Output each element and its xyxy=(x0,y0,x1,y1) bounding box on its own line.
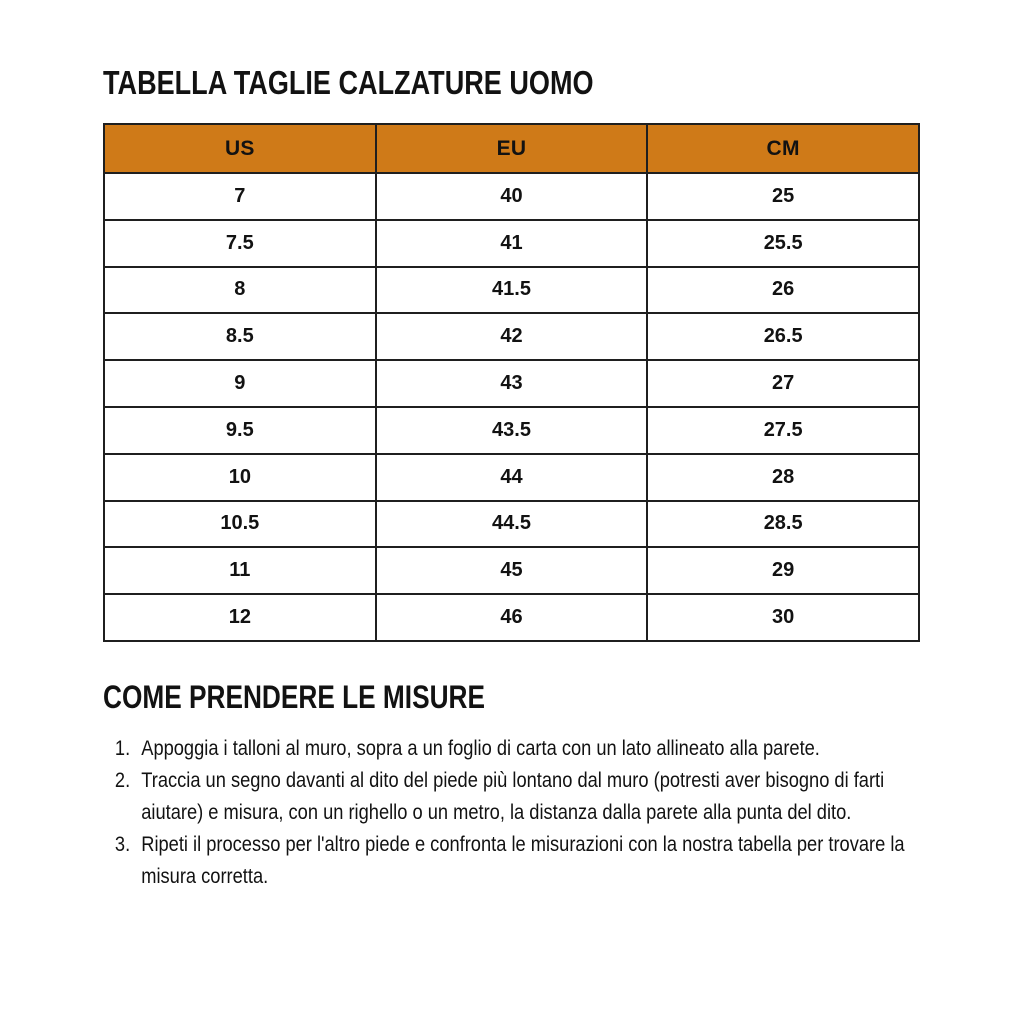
instruction-item xyxy=(103,828,919,892)
size-cell: 28.5 xyxy=(647,501,919,548)
table-row xyxy=(104,454,919,501)
instruction-text: Traccia un segno davanti al dito del piede più lontano dal muro (potresti aver bisogno di farti aiutare) e misura, con un righello o un metro, la distanza dalla parete alla punta del dito. xyxy=(141,767,885,824)
size-table xyxy=(103,123,920,642)
size-cell: 44 xyxy=(376,454,648,501)
table-row xyxy=(104,547,919,594)
instructions-title: COME PRENDERE LE MISURE xyxy=(103,678,485,715)
size-table-header-row xyxy=(104,124,919,173)
table-row xyxy=(104,267,919,314)
size-cell: 10.5 xyxy=(104,501,376,548)
size-cell: 28 xyxy=(647,454,919,501)
size-cell: 41 xyxy=(376,220,648,267)
table-row xyxy=(104,313,919,360)
instructions-list xyxy=(103,732,919,892)
table-row xyxy=(104,220,919,267)
size-cell: 41.5 xyxy=(376,267,648,314)
size-table-body xyxy=(104,173,919,641)
column-header-us: US xyxy=(104,124,376,173)
size-cell: 25.5 xyxy=(647,220,919,267)
size-cell: 26 xyxy=(647,267,919,314)
size-cell: 46 xyxy=(376,594,648,641)
size-cell: 44.5 xyxy=(376,501,648,548)
table-row xyxy=(104,594,919,641)
size-cell: 42 xyxy=(376,313,648,360)
table-row xyxy=(104,501,919,548)
instruction-number: 2. xyxy=(114,767,131,792)
size-cell: 12 xyxy=(104,594,376,641)
column-header-cm: CM xyxy=(647,124,919,173)
size-cell: 7 xyxy=(104,173,376,220)
column-header-eu: EU xyxy=(376,124,648,173)
size-cell: 27 xyxy=(647,360,919,407)
size-cell: 8.5 xyxy=(104,313,376,360)
instruction-item xyxy=(103,732,919,764)
instruction-text: Ripeti il processo per l'altro piede e confronta le misurazioni con la nostra tabella per trovare la misura corretta. xyxy=(141,831,905,888)
size-cell: 9 xyxy=(104,360,376,407)
size-cell: 27.5 xyxy=(647,407,919,454)
size-cell: 26.5 xyxy=(647,313,919,360)
size-cell: 40 xyxy=(376,173,648,220)
size-cell: 10 xyxy=(104,454,376,501)
instruction-number: 1. xyxy=(114,735,131,760)
size-cell: 25 xyxy=(647,173,919,220)
table-row xyxy=(104,360,919,407)
size-cell: 7.5 xyxy=(104,220,376,267)
size-cell: 45 xyxy=(376,547,648,594)
size-cell: 30 xyxy=(647,594,919,641)
instruction-text: Appoggia i talloni al muro, sopra a un foglio di carta con un lato allineato alla parete. xyxy=(141,735,820,760)
table-row xyxy=(104,173,919,220)
size-table-title: TABELLA TAGLIE CALZATURE UOMO xyxy=(103,64,594,101)
size-cell: 29 xyxy=(647,547,919,594)
size-cell: 43.5 xyxy=(376,407,648,454)
size-cell: 43 xyxy=(376,360,648,407)
table-row xyxy=(104,407,919,454)
instruction-number: 3. xyxy=(114,831,131,856)
instruction-item xyxy=(103,764,919,828)
size-cell: 9.5 xyxy=(104,407,376,454)
size-cell: 8 xyxy=(104,267,376,314)
size-cell: 11 xyxy=(104,547,376,594)
size-table-header xyxy=(104,124,919,173)
